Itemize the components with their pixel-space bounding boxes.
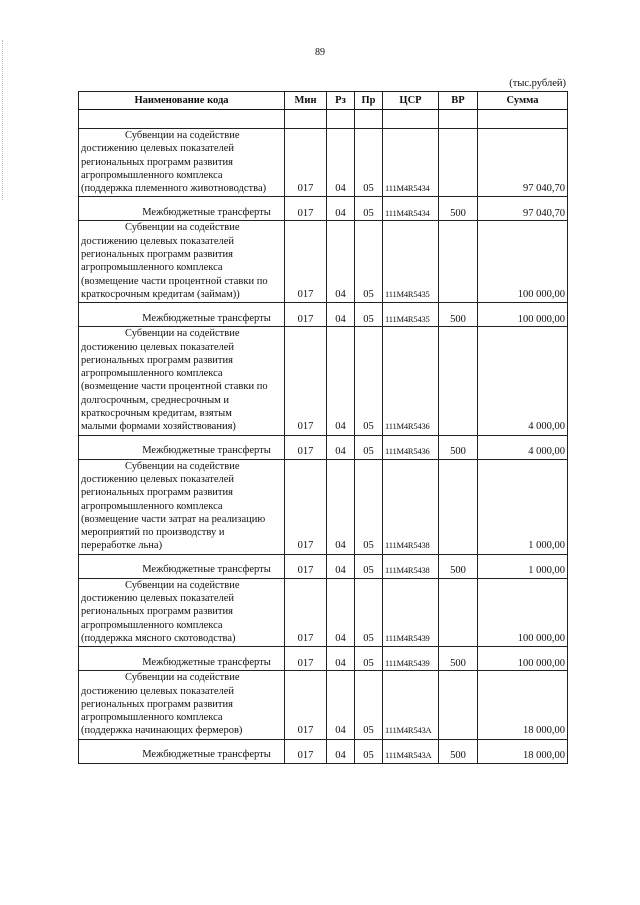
cell-sum: 97 040,70 [478,197,568,221]
row-title-rest: достижению целевых показателей региональных программ развития агропромышленного комплекса (поддержка начинающих фермеров) [81,685,243,737]
header-csr: ЦСР [383,92,439,110]
cell-sum: 4 000,00 [478,435,568,459]
cell-min: 017 [285,221,327,303]
cell-vr [439,671,478,739]
table-row-transfer [79,197,568,221]
spacer-cell [327,110,355,129]
spacer-cell [383,110,439,129]
cell-pr: 05 [355,221,383,303]
row-title-first-line: Субвенции на содействие [125,579,240,591]
cell-min: 017 [285,671,327,739]
cell-sum: 100 000,00 [478,221,568,303]
budget-table [78,91,568,764]
table-row-subsidy [79,129,568,197]
cell-min: 017 [285,197,327,221]
cell-rz: 04 [327,303,355,327]
cell-vr: 500 [439,303,478,327]
cell-pr: 05 [355,327,383,435]
cell-csr: 111M4R5435 [383,221,439,303]
cell-sum: 1 000,00 [478,554,568,578]
spacer-cell [355,110,383,129]
cell-vr [439,221,478,303]
table-row-transfer [79,435,568,459]
cell-vr: 500 [439,435,478,459]
cell-csr: 111M4R543A [383,739,439,763]
cell-pr: 05 [355,671,383,739]
cell-name: Межбюджетные трансферты [79,435,285,459]
row-title-first-line: Субвенции на содействие [125,222,240,234]
cell-csr: 111M4R5434 [383,197,439,221]
spacer-cell [79,110,285,129]
row-title-first-line: Субвенции на содействие [125,460,240,472]
cell-min: 017 [285,647,327,671]
row-title-rest: достижению целевых показателей региональных программ развития агропромышленного комплекса (поддержка племенного животноводства) [81,143,267,195]
cell-name [79,221,285,303]
cell-min: 017 [285,327,327,435]
cell-sum: 1 000,00 [478,459,568,554]
cell-min: 017 [285,435,327,459]
table-body [79,110,568,764]
cell-name: Межбюджетные трансферты [79,739,285,763]
cell-vr [439,578,478,646]
cell-rz: 04 [327,647,355,671]
cell-sum: 4 000,00 [478,327,568,435]
cell-rz: 04 [327,129,355,197]
cell-rz: 04 [327,435,355,459]
cell-sum: 100 000,00 [478,647,568,671]
cell-sum: 18 000,00 [478,739,568,763]
cell-pr: 05 [355,435,383,459]
cell-name: Межбюджетные трансферты [79,197,285,221]
cell-rz: 04 [327,554,355,578]
page-number: 89 [315,47,325,58]
row-title-first-line: Субвенции на содействие [125,328,240,340]
cell-name [79,578,285,646]
row-title-rest: достижению целевых показателей региональных программ развития агропромышленного комплекса (возмещение части процентной ставки по долгосрочным, среднесрочным и краткосрочным кредитам, взятым малыми формами хозяйствования) [81,341,268,433]
cell-vr: 500 [439,554,478,578]
header-pr: Пр [355,92,383,110]
cell-csr: 111M4R5435 [383,303,439,327]
spacer-cell [439,110,478,129]
cell-pr: 05 [355,578,383,646]
cell-min: 017 [285,554,327,578]
table-row-transfer [79,554,568,578]
table-row-transfer [79,647,568,671]
cell-pr: 05 [355,303,383,327]
cell-min: 017 [285,459,327,554]
cell-pr: 05 [355,647,383,671]
cell-csr: 111M4R5439 [383,647,439,671]
cell-vr: 500 [439,739,478,763]
cell-vr [439,129,478,197]
header-sum: Сумма [478,92,568,110]
cell-rz: 04 [327,671,355,739]
cell-csr: 111M4R5434 [383,129,439,197]
cell-min: 017 [285,739,327,763]
table-row-transfer [79,739,568,763]
header-rz: Рз [327,92,355,110]
cell-min: 017 [285,129,327,197]
cell-csr: 111M4R5438 [383,554,439,578]
header-vr: ВР [439,92,478,110]
table-row-subsidy [79,221,568,303]
cell-pr: 05 [355,554,383,578]
spacer-cell [285,110,327,129]
table-row-subsidy [79,578,568,646]
scan-edge-mark [2,40,6,200]
cell-vr [439,327,478,435]
row-title-first-line: Субвенции на содействие [125,130,240,141]
table-row-subsidy [79,459,568,554]
units-label: (тыс.рублей) [509,78,566,89]
cell-vr: 500 [439,647,478,671]
row-title-rest: достижению целевых показателей региональных программ развития агропромышленного комплекса (возмещение части затрат на реализацию мероприятий по производству и переработке льна) [81,473,266,552]
cell-csr: 111M4R5439 [383,578,439,646]
cell-csr: 111M4R5436 [383,435,439,459]
row-title-rest: достижению целевых показателей региональных программ развития агропромышленного комплекса (поддержка мясного скотоводства) [81,593,236,644]
table-header-row [79,92,568,110]
table-row-subsidy [79,671,568,739]
cell-name [79,671,285,739]
cell-name: Межбюджетные трансферты [79,303,285,327]
cell-name: Межбюджетные трансферты [79,554,285,578]
cell-rz: 04 [327,739,355,763]
header-min: Мин [285,92,327,110]
cell-vr [439,459,478,554]
cell-min: 017 [285,578,327,646]
cell-name: Межбюджетные трансферты [79,647,285,671]
cell-name [79,459,285,554]
cell-csr: 111M4R5436 [383,327,439,435]
cell-min: 017 [285,303,327,327]
cell-rz: 04 [327,578,355,646]
spacer-row [79,110,568,129]
cell-csr: 111M4R543A [383,671,439,739]
cell-sum: 100 000,00 [478,303,568,327]
cell-pr: 05 [355,459,383,554]
header-name: Наименование кода [79,92,285,110]
cell-pr: 05 [355,129,383,197]
cell-rz: 04 [327,197,355,221]
spacer-cell [478,110,568,129]
cell-rz: 04 [327,327,355,435]
cell-sum: 18 000,00 [478,671,568,739]
cell-vr: 500 [439,197,478,221]
cell-rz: 04 [327,221,355,303]
cell-rz: 04 [327,459,355,554]
row-title-first-line: Субвенции на содействие [125,672,240,684]
cell-name [79,327,285,435]
cell-name [79,129,285,197]
cell-csr: 111M4R5438 [383,459,439,554]
cell-sum: 97 040,70 [478,129,568,197]
table-row-transfer [79,303,568,327]
row-title-rest: достижению целевых показателей региональных программ развития агропромышленного комплекса (возмещение части процентной ставки по краткосрочным кредитам (займам)) [81,235,268,300]
cell-pr: 05 [355,739,383,763]
cell-pr: 05 [355,197,383,221]
table-row-subsidy [79,327,568,435]
cell-sum: 100 000,00 [478,578,568,646]
